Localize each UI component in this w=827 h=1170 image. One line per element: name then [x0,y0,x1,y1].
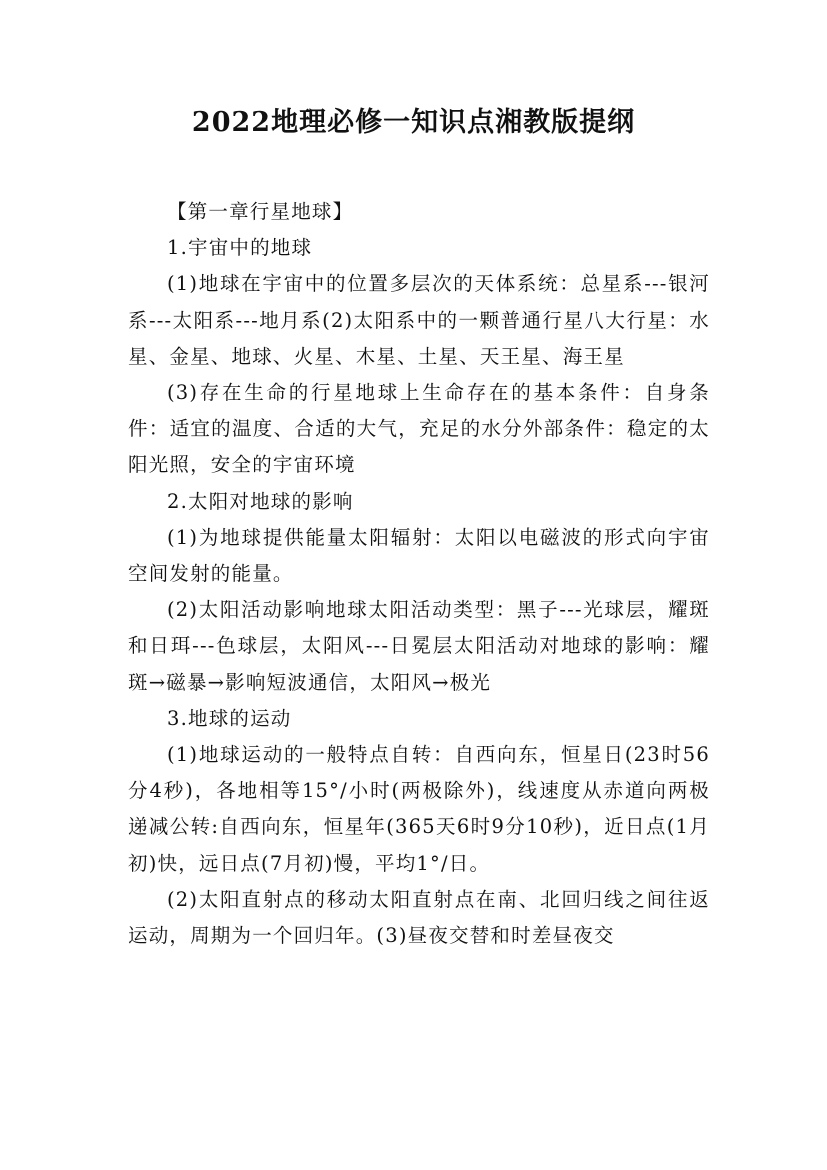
paragraph: (1)为地球提供能量太阳辐射：太阳以电磁波的形式向宇宙空间发射的能量。 [128,525,710,586]
paragraph: (3)存在生命的行星地球上生命存在的基本条件：自身条件：适宜的温度、合适的大气，充足的水分外部条件：稳定的太阳光照，安全的宇宙环境 [128,381,710,477]
paragraph-section-3-heading: 3.地球的运动 [167,706,292,730]
paragraph: (2)太阳直射点的移动太阳直射点在南、北回归线之间往返运动，周期为一个回归年。(3)昼夜交替和时差昼夜交 [128,887,710,948]
document-title: 2022地理必修一知识点湘教版提纲 [191,107,636,138]
paragraph-section-1-heading: 1.宇宙中的地球 [167,236,313,260]
document-body [128,194,710,954]
paragraph: (2)太阳活动影响地球太阳活动类型：黑子---光球层，耀斑和日珥---色球层，太阳风---日冕层太阳活动对地球的影响：耀斑→磁暴→影响短波通信，太阳风→极光 [128,598,710,694]
paragraph-chapter-heading: 【第一章行星地球】 [167,200,354,223]
paragraph: (1)地球运动的一般特点自转：自西向东，恒星日(23时56分4秒)，各地相等15°/小时(两极除外)，线速度从赤道向两极递减公转:自西向东，恒星年(365天6时9分10秒)，近日点(1月初)快，远日点(7月初)慢，平均1°/日。 [128,743,710,875]
paragraph-section-2-heading: 2.太阳对地球的影响 [167,489,354,513]
paragraph: (1)地球在宇宙中的位置多层次的天体系统：总星系---银河系---太阳系---地月系(2)太阳系中的一颗普通行星八大行星：水星、金星、地球、火星、木星、土星、天王星、海王星 [128,272,710,368]
